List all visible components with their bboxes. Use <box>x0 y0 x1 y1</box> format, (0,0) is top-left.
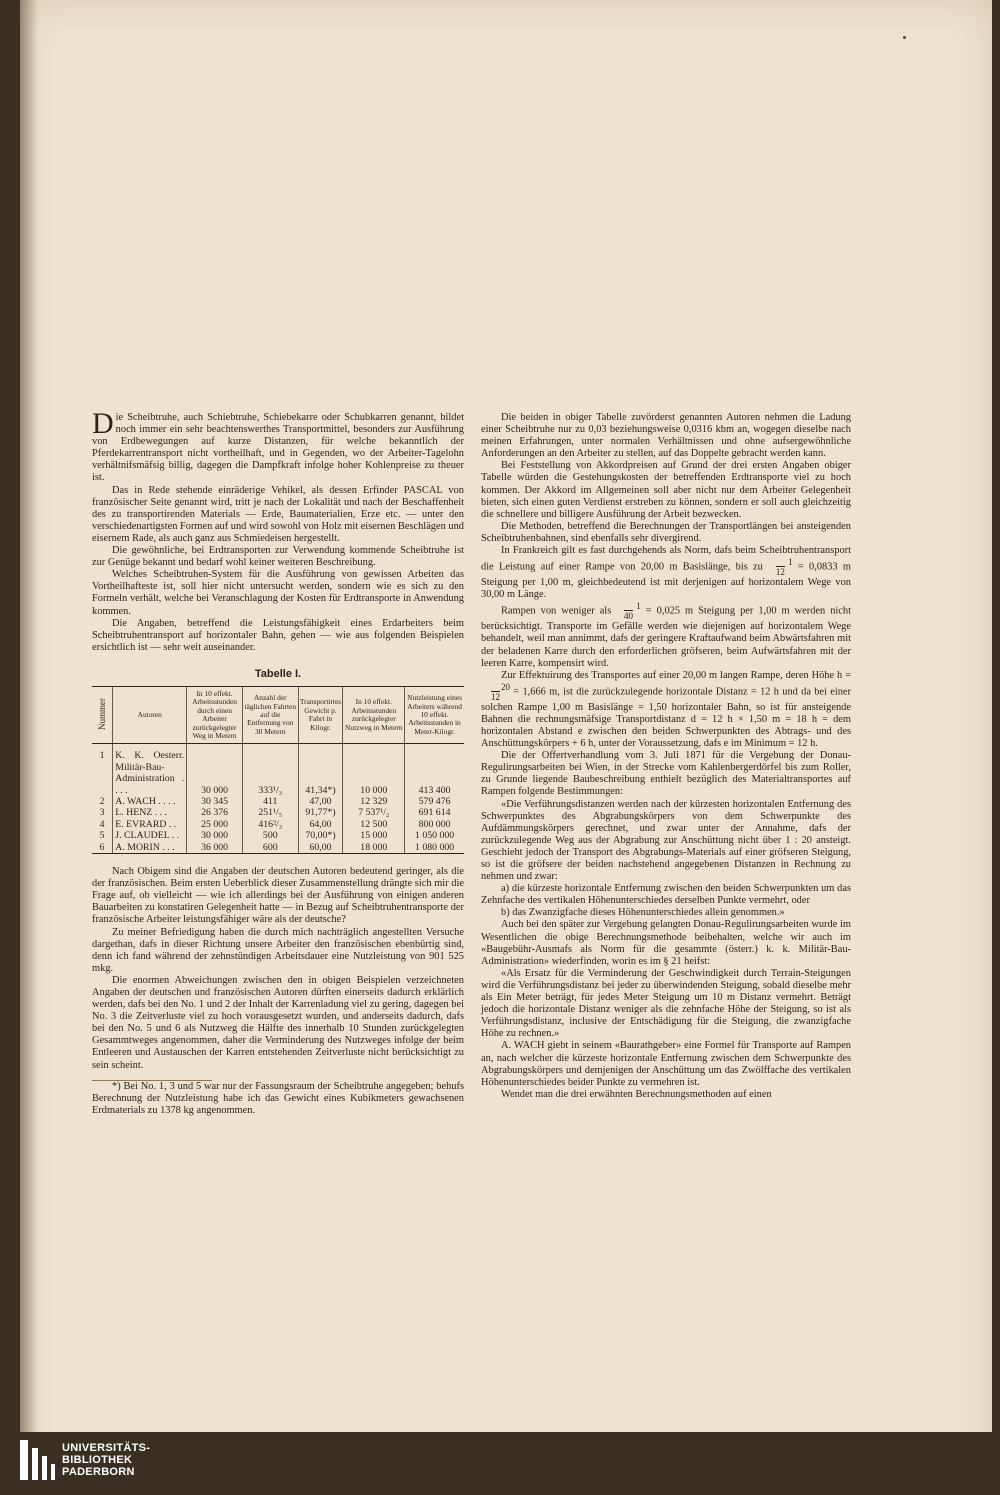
library-name-line1: UNIVERSITÄTS- <box>62 1442 151 1454</box>
library-logo <box>20 1440 150 1480</box>
paragraph-intro: Die Scheibtruhe, auch Schiebtruhe, Schiebekarre oder Schubkarren genannt, bildet noch immer ein sehr beachtenswerthes Transportmittel, besonders zur Ausführung von Erdbewegungen auf kurze Distanzen, für welche bekanntlich der Pferdekarrentransport nicht vortheilhaft, und in Gegenden, wo der Arbeiter-Tagelohn verhältnifsmäfsig billig, dagegen die Dampfkraft infolge hoher Kohlenpreise zu theuer ist. <box>92 407 464 484</box>
table-title: Tabelle I. <box>254 667 302 680</box>
paragraph: Welches Scheibtruhen-System für die Ausführung von gewissen Arbeiten das Vortheilhafteste ist, soll hier nicht untersucht werden, sondern wie es sich zu den Formeln verhält, welche bei Veranschlagung der Kosten für Erdtransporte in Anwendung kommen. <box>92 569 464 617</box>
left-column <box>92 407 464 1117</box>
paragraph-with-formula: In Frankreich gilt es fast durchgehends als Norm, dafs beim Scheibtruhentransport die Leistung auf einer Rampe von 20,00 m Basislänge, bis zu 1 12 = 0,0833 m Steigung per 1,00 m, gleichbedeutend ist mit derjenigen auf horizontalem Wege von 30,00 m Länge. <box>481 545 851 601</box>
paragraph: Die beiden in obiger Tabelle zuvörderst genannten Autoren nehmen die Ladung einer Scheibtruhe nur zu 0,03 beziehungsweise 0,0316 kbm an, wogegen dieselbe nach meinen Erfahrungen, unter normalen Verhältnissen und ohne aufsergewöhnliche Anforderungen an den Arbeiter zu stellen, auf das Doppelte gebracht werden kann. <box>481 412 851 460</box>
quote-paragraph: a) die kürzeste horizontale Entfernung zwischen den beiden Schwerpunkten um das Zehnfache des vertikalen Höhenunterschiedes derselben Punkte vermehrt, oder <box>481 883 851 907</box>
fraction: 1 12 <box>775 557 793 578</box>
right-column <box>481 412 851 1101</box>
data-table <box>92 686 464 854</box>
paragraph: Die Methoden, betreffend die Berechnungen der Transportlängen bei ansteigenden Scheibtruhenbahnen, sind ebenfalls sehr divergirend. <box>481 520 851 544</box>
header-gewicht: Transportirtes Gewicht p. Fahrt in Kilogr. <box>298 686 343 743</box>
table-row: 1 K. K. Oesterr. Militär-Bau-Administration . . . . 30 000 333¹/₃ 41,34*) 10 000 413 400 <box>92 744 464 796</box>
table-row: 6 A. MORIN . . . 36 000 600 60,00 18 000 1 080 000 <box>92 842 464 854</box>
fraction: 20 12 <box>491 681 510 702</box>
header-fahrten: Anzahl der täglichen Fahrten auf die Entfernung von 30 Metern <box>242 686 298 743</box>
paragraph: Auch bei den später zur Vergebung gelangten Donau-Regulirungsarbeiten wurde im Wesentlichen die obige Berechnungsmethode beibehalten, welche wir auch im «Baugebühr-Ausmafs als Norm für die gesammte (österr.) k. k. Militär-Bau-Administration» wiederfinden, worin es im § 21 heifst: <box>481 919 851 967</box>
fraction: 1 40 <box>624 601 641 622</box>
paragraph: Wendet man die drei erwähnten Berechnungsmethoden auf einen <box>501 1088 772 1100</box>
quote-paragraph: b) das Zwanzigfache dieses Höhenunterschiedes allein genommen.» <box>501 907 785 919</box>
paragraph: Die Angaben, betreffend die Leistungsfähigkeit eines Erdarbeiters beim Scheibtruhentransport auf horizontaler Bahn, gehen — wie aus folgenden Beispielen ersichtlich ist — sehr weit auseinander. <box>92 617 464 653</box>
paragraph-with-formula: Zur Effektuirung des Transportes auf einer 20,00 m langen Rampe, deren Höhe h = 20 12 = 1,666 m, ist die zurückzulegende horizontale Distanz = 12 h und da bei einer solchen Rampe 1,00 m Basislänge = 1,50 horizontaler Bahn, so ist für ansteigende Bahnen die rechnungsmäfsige Transportdistanz d = 12 h × 1,50 m = 18 h = dem horizontalen Abstand e zwischen den beiden Schwerpunkten des Abtrags- und des Anschüttungskörpers + 6 h, unter der Voraussetzung, dafs e im Minimum = 12 h. <box>481 669 851 750</box>
paragraph: Die der Offertverhandlung vom 3. Juli 1871 für die Vergebung der Donau-Regulirungsarbeiten bei Wien, in der Strecke vom Kahlenbergerdörfel bis zum Roller, zu Grunde liegende Baubeschreibung enthielt bezüglich des Materialtransportes auf Rampen folgende Bestimmungen: <box>481 750 851 798</box>
table-row: 3 L. HENZ . . . 26 376 251¹/₅ 91,77*) 7 537¹/₂ 691 614 <box>92 807 464 818</box>
table-row: 5 J. CLAUDEL . . 30 000 500 70,00*) 15 000 1 050 000 <box>92 830 464 841</box>
library-name-line2: BIBLIOTHEK <box>62 1454 133 1466</box>
library-mark-icon <box>20 1440 56 1480</box>
page-speck <box>903 36 906 39</box>
paragraph-with-formula: Rampen von weniger als 1 40 = 0,025 m Steigung per 1,00 m werden nicht berücksichtigt. Transporte im Gefälle werden wie diejenigen auf horizontalem Wege behandelt, weil man annimmt, dafs der geringere Kraftaufwand beim Abwärtsfahren mit der beladenen Karre durch den erforderlichen gröfseren, beim Aufwärtsfahren mit der leeren Karre, kompensirt wird. <box>481 601 851 669</box>
paragraph: Zu meiner Befriedigung haben die durch mich nachträglich angestellten Versuche dargethan, dafs in dieser Richtung unsere Arbeiter den französischen ebenbürtig sind, denn ich fand während der zehnstündigen Arbeitsdauer eine Nutzleistung von 901 525 mkg. <box>92 926 464 974</box>
paragraph: Die enormen Abweichungen zwischen den in obigen Beispielen verzeichneten Angaben der deutschen und französischen Autoren dürften einerseits dadurch erklärlich werden, dafs bei den No. 1 und 2 der Inhalt der Karrenladung viel zu gering, dagegen bei No. 3 die Zeitverluste viel zu hoch vorausgesetzt wurden, und anderseits dadurch, dafs bei den No. 5 und 6 als Nutzweg die Hälfte des innerhalb 10 Stunden zurückgelegten Gesammtweges angenommen, daher die Verminderung des Nutzweges infolge der beim Entleeren und Austauschen der Karren entstehenden Zeitverluste nicht berücksichtigt zu sein scheint. <box>92 974 464 1071</box>
paragraph: Die gewöhnliche, bei Erdtransporten zur Verwendung kommende Scheibtruhe ist zur Genüge bekannt und bedarf wohl keiner weiteren Beschreibung. <box>92 545 464 569</box>
library-name-line3: PADERBORN <box>62 1466 135 1478</box>
paragraph: Das in Rede stehende einräderige Vehikel, als dessen Erfinder PASCAL von französischer Seite genannt wird, tritt je nach der Lokalität und nach der Beschaffenheit des zu transportirenden Materials — Erde, Baumaterialien, Erze etc. — unter den verschiedenartigsten Formen auf und wird sowohl von Holz mit eisernen Beschlägen und eisernem Rade, als auch ganz aus Schmiedeisen hergestellt. <box>92 484 464 544</box>
table-header-row <box>92 686 464 743</box>
header-nummer: Nummer <box>92 686 113 743</box>
paragraph: Nach Obigem sind die Angaben der deutschen Autoren bedeutend geringer, als die der französischen. Beim ersten Ueberblick dieser Zusammenstellung drängte sich mir die Frage auf, ob vielleicht — wie ich allerdings bei der Ausführung von einigen anderen Bauarbeiten zu konstatiren Gelegenheit hatte — in Bezug auf Scheibtruhentransporte der französische Arbeiter leistungsfähiger wäre als der deutsche? <box>92 866 464 926</box>
paragraph: A. WACH giebt in seinem «Baurathgeber» eine Formel für Transporte auf Rampen an, nach welcher die kürzeste horizontale Entfernung zwischen dem Schwerpunkte des Abgrabungskörpers und demjenigen der Anschüttung um das Zwölffache des vertikalen Höhenunterschiedes beider Punkte zu vermehren ist. <box>481 1040 851 1088</box>
table-row: 4 E. EVRARD . . 25 000 416²/₃ 64,00 12 500 800 000 <box>92 819 464 830</box>
footnote: *) Bei No. 1, 3 und 5 war nur der Fassungsraum der Scheibtruhe angegeben; behufs Berechnung der Nutzleistung habe ich das Gewicht eines Kubikmeters gewachsenen Erdmaterials zu 1378 kg angenommen. <box>92 1080 464 1116</box>
binding-shadow <box>20 0 38 1495</box>
quote-paragraph: «Die Verführungsdistanzen werden nach der kürzesten horizontalen Entfernung des Schwerpunktes des Abgrabungskörpers von dem Schwerpunkte des Aufdämmungskörpers gerechnet, und zwar unter der Annahme, dafs der zurückzulegende Weg aus der Abgrabung zur Anschüttung nicht über 1 : 20 ansteigt. Geschieht jedoch der Transport des Abgrabungs-Materials auf einer gröfseren Steigung, so ist die gröfsere der beiden nachstehend angegebenen Distanzen in Rechnung zu nehmen und zwar: <box>481 798 851 883</box>
header-nutzweg: In 10 effekt. Arbeitsstunden zurückgelegter Nutzweg in Metern <box>343 686 405 743</box>
quote-paragraph: «Als Ersatz für die Verminderung der Geschwindigkeit durch Terrain-Steigungen wird die Verführungsdistanz bei jeder zu überwindenden Steigung, sobald dieselbe mehr als Ein Meter beträgt, für jedes Meter Steigung um 10 m Distanz vermehrt. Beträgt jedoch die horizontale Distanz weniger als die zehnfache Höhe der Steigung, so ist als Verführungsdistanz, inclusive der Entschädigung für die Steigung, die zwanzigfache Höhe zu rechnen.» <box>481 967 851 1040</box>
header-weg: In 10 effekt. Arbeitsstunden durch einen Arbeiter zurückgelegter Weg in Metern <box>187 686 243 743</box>
header-autoren: Autoren <box>113 686 187 743</box>
header-leistung: Nutzleistung eines Arbeiters während 10 effekt. Arbeitsstunden in Meter-Kilogr. <box>405 686 464 743</box>
drop-cap: D <box>92 407 114 440</box>
table-row: 2 A. WACH . . . . 30 345 411 47,00 12 329 579 476 <box>92 796 464 807</box>
paragraph: Bei Feststellung von Akkordpreisen auf Grund der drei ersten Angaben obiger Tabelle würden die Gestehungskosten der betreffenden Erdtransporte viel zu hoch kommen. Der Akkord im Allgemeinen soll aber nicht nur dem Arbeiter Gelegenheit bieten, sich einen guten Verdienst erstreben zu können, sondern er soll auch gleichzeitig die schnellere und billigere Ausführung der Arbeit bezwecken. <box>481 460 851 520</box>
